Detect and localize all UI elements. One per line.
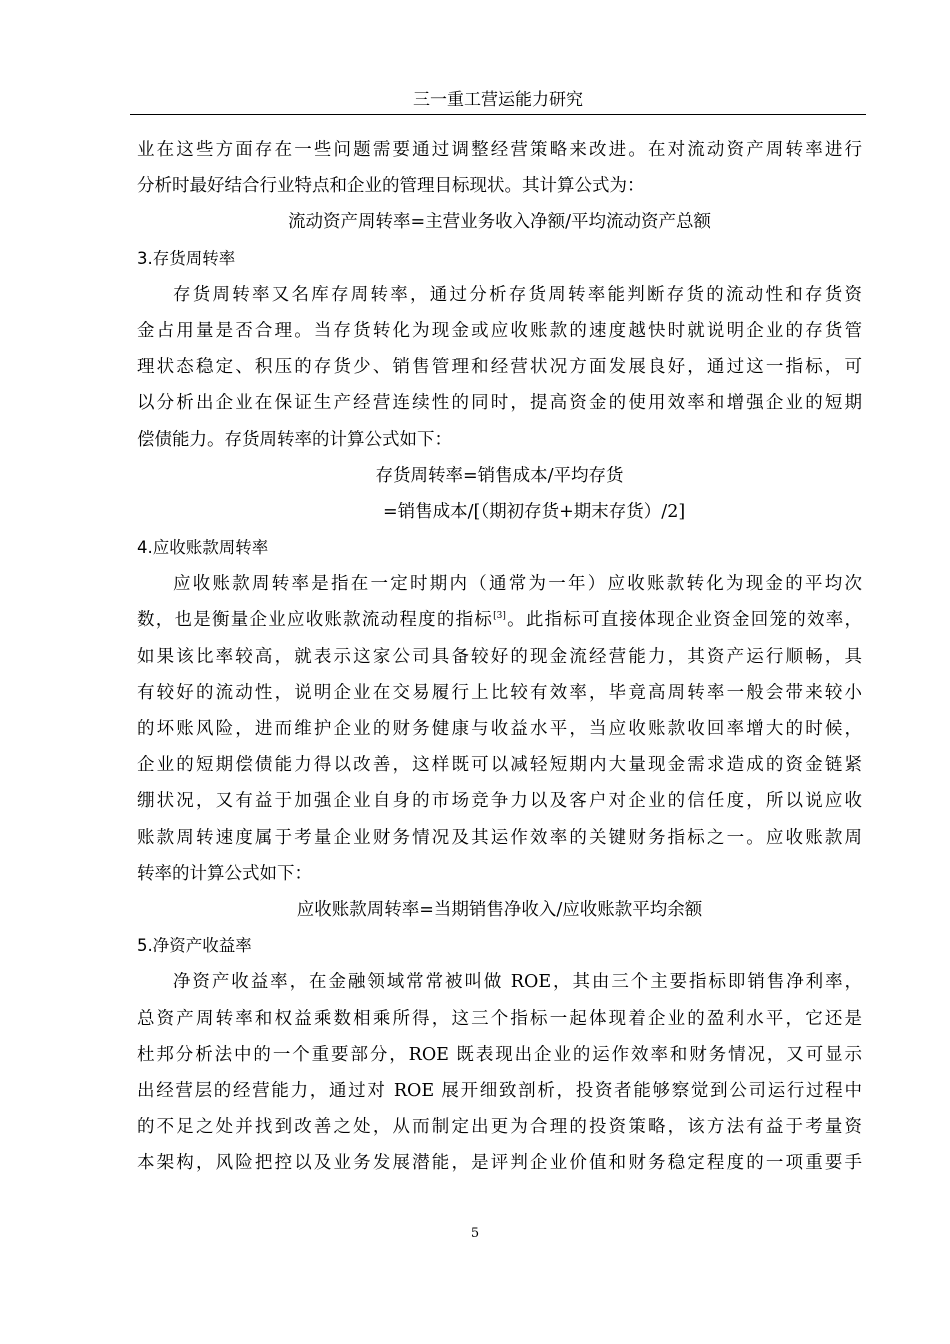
running-title: 三一重工营运能力研究	[413, 90, 583, 110]
paragraph-line: 总资产周转率和权益乘数相乘所得，这三个指标一起体现着企业的盈利水平，它还是	[137, 1008, 862, 1029]
paragraph-line: 的坏账风险，进而维护企业的财务健康与收益水平，当应收账款收回率增大的时候，	[137, 719, 862, 739]
section-heading: 4.应收账款周转率	[137, 538, 269, 558]
formula: 应收账款周转率=当期销售净收入/应收账款平均余额	[296, 899, 703, 920]
paragraph-line: 账款周转速度属于考量企业财务情况及其运作效率的关键财务指标之一。应收账款周	[137, 827, 862, 848]
body-text	[137, 132, 862, 1181]
formula-continuation: =销售成本/[（期初存货+期末存货）/2]	[383, 501, 686, 522]
paragraph-line: 转率的计算公式如下：	[137, 863, 312, 884]
paragraph-line: 偿债能力。存货周转率的计算公式如下：	[137, 429, 452, 450]
paragraph-line: 本架构，风险把控以及业务发展潜能，是评判企业价值和财务稳定程度的一项重要手	[137, 1153, 862, 1174]
paragraph-line: 净资产收益率，在金融领域常常被叫做 ROE，其由三个主要指标即销售净利率，	[173, 972, 862, 993]
page-number: 5	[470, 1226, 480, 1241]
formula: 存货周转率=销售成本/平均存货	[375, 465, 624, 486]
paragraph-line: 存货周转率又名库存周转率，通过分析存货周转率能判断存货的流动性和存货资	[173, 284, 862, 305]
paragraph-line: 杜邦分析法中的一个重要部分，ROE 既表现出企业的运作效率和财务情况，又可显示	[137, 1044, 862, 1065]
paragraph-line: 分析时最好结合行业特点和企业的管理目标现状。其计算公式为：	[137, 176, 645, 197]
paragraph-line	[137, 602, 862, 638]
paragraph-line: 出经营层的经营能力，通过对 ROE 展开细致剖析，投资者能够察觉到公司运行过程中	[137, 1080, 862, 1101]
paragraph-line: 应收账款周转率是指在一定时期内（通常为一年）应收账款转化为现金的平均次	[173, 574, 862, 595]
paragraph-line: 理状态稳定、积压的存货少、销售管理和经营状况方面发展良好，通过这一指标，可	[137, 357, 862, 378]
paragraph-line: 以分析出企业在保证生产经营连续性的同时，提高资金的使用效率和增强企业的短期	[137, 393, 862, 414]
paragraph-line: 有较好的流动性，说明企业在交易履行上比较有效率，毕竟高周转率一般会带来较小	[137, 682, 862, 703]
section-heading: 5.净资产收益率	[137, 936, 252, 956]
paragraph-line: 如果该比率较高，就表示这家公司具备较好的现金流经营能力，其资产运行顺畅，具	[137, 646, 862, 667]
formula: 流动资产周转率=主营业务收入净额/平均流动资产总额	[287, 212, 712, 233]
section-heading: 3.存货周转率	[137, 248, 236, 268]
page-header	[130, 86, 866, 115]
paragraph-line: 业在这些方面存在一些问题需要通过调整经营策略来改进。在对流动资产周转率进行	[137, 140, 862, 160]
text-span: 数，也是衡量企业应收账款流动程度的指标	[137, 610, 494, 631]
paragraph-line: 金占用量是否合理。当存货转化为现金或应收账款的速度越快时就说明企业的存货管	[137, 320, 862, 341]
citation-marker: [3]	[493, 611, 506, 622]
paragraph-line: 企业的短期偿债能力得以改善，这样既可以减轻短期内大量现金需求造成的资金链紧	[137, 755, 862, 776]
paragraph-line: 绷状况，又有益于加强企业自身的市场竞争力以及客户对企业的信任度，所以说应收	[137, 791, 862, 812]
paragraph-line: 的不足之处并找到改善之处，从而制定出更为合理的投资策略，该方法有益于考量资	[137, 1117, 862, 1138]
text-span: 。此指标可直接体现企业资金回笼的效率，	[505, 610, 862, 631]
